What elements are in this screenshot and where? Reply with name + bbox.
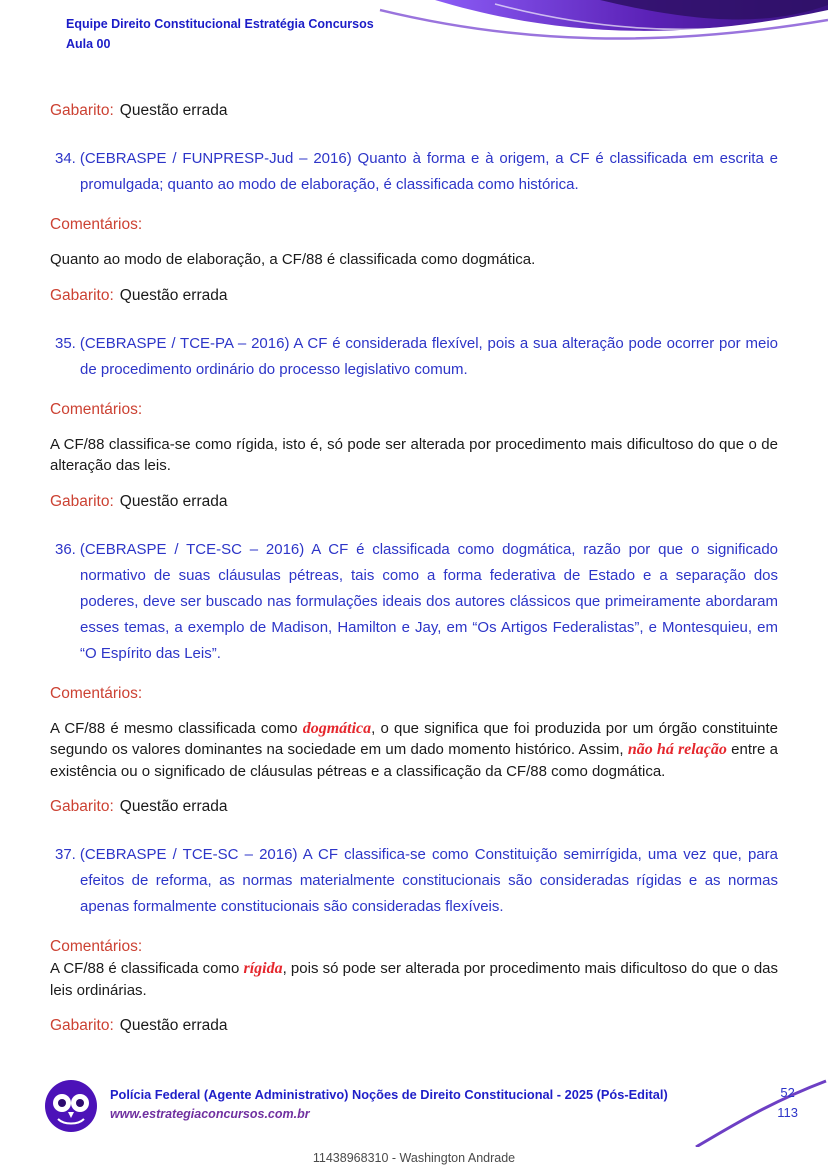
question-37-number: 37. — [55, 846, 76, 863]
gabarito-line — [50, 102, 778, 120]
comment-text: , pois só pode ser alterada por procedimento mais dificultoso do que o das leis ordinárias. — [50, 960, 778, 999]
question-35-comment: A CF/88 classifica-se como rígida, isto é, só pode ser alterada por procedimento mais dificultoso do que o de alteração das leis. — [50, 435, 778, 474]
footer-course-title: Polícia Federal (Agente Administrativo) Noções de Direito Constitucional - 2025 (Pós-Edital) — [110, 1087, 668, 1102]
question-34-comment: Quanto ao modo de elaboração, a CF/88 é classificada como dogmática. — [50, 251, 536, 268]
question-36-number: 36. — [55, 540, 76, 558]
footer-curve-graphic — [678, 1075, 828, 1147]
comentarios-label: Comentários: — [50, 216, 143, 233]
gabarito-label: Gabarito: — [50, 798, 114, 815]
footer-website-link[interactable]: www.estrategiaconcursos.com.br — [110, 1107, 310, 1121]
page-footer — [0, 1077, 828, 1169]
question-37-comment — [50, 958, 778, 1001]
comentarios-label: Comentários: — [50, 684, 143, 702]
question-34-text: (CEBRASPE / FUNPRESP-Jud – 2016) Quanto à forma e à origem, a CF é classificada em escrita e promulgada; quanto ao modo de elaboração, é classificada como histórica. — [79, 150, 778, 193]
gabarito-label: Gabarito: — [50, 492, 114, 510]
comentarios-label: Comentários: — [50, 938, 143, 955]
page-number-current: 52 — [780, 1085, 795, 1100]
comentarios-label: Comentários: — [50, 400, 143, 418]
gabarito-line — [50, 798, 778, 816]
page-number-block — [777, 1083, 798, 1123]
gabarito-value: Questão errada — [119, 1017, 228, 1034]
comment-emphasis: não há relação — [627, 741, 727, 758]
header-lesson-number: Aula 00 — [66, 37, 111, 51]
page-header — [0, 0, 828, 70]
footer-text-block — [110, 1085, 670, 1124]
gabarito-line — [50, 1017, 778, 1035]
question-35-statement — [55, 331, 778, 383]
document-content — [0, 70, 828, 1035]
gabarito-label: Gabarito: — [50, 1017, 114, 1034]
comment-emphasis: rígida — [243, 960, 283, 977]
estrategia-owl-logo — [44, 1079, 98, 1133]
gabarito-line — [50, 493, 778, 511]
watermark-text: 11438968310 - Washington Andrade — [312, 1151, 516, 1165]
question-35-text: (CEBRASPE / TCE-PA – 2016) A CF é considerada flexível, pois a sua alteração pode ocorrer por meio de procedimento ordinário do processo legislativo comum. — [79, 334, 778, 378]
question-37-text: (CEBRASPE / TCE-SC – 2016) A CF classifica-se como Constituição semirrígida, uma vez que, para efeitos de reforma, as normas materialmente constitucionais são consideradas rígidas e as normas apenas formalmente constitucionais são consideradas flexíveis. — [79, 846, 778, 915]
gabarito-value: Questão errada — [119, 492, 228, 510]
gabarito-value: Questão errada — [119, 102, 228, 119]
question-37-statement — [55, 842, 778, 920]
page-number-total: 113 — [777, 1105, 798, 1120]
question-34-statement — [55, 146, 778, 198]
comment-text: entre a existência ou o significado de cláusulas pétreas e a classificação da CF/88 como dogmática. — [50, 741, 778, 780]
question-36-text: (CEBRASPE / TCE-SC – 2016) A CF é classificada como dogmática, razão por que o significado normativo de suas cláusulas pétreas, tais como a forma federativa de Estado e a separação dos poderes, deve ser buscado nas formulações ideais dos autores clássicos que primeiramente abordaram esses temas, a exemplo de Madison, Hamilton e Jay, em “Os Artigos Federalistas”, e Montesquieu, em “O Espírito das Leis”. — [79, 540, 778, 662]
question-36-statement — [55, 537, 778, 667]
header-team-name: Equipe Direito Constitucional Estratégia Concursos — [66, 17, 374, 31]
question-34-number: 34. — [55, 150, 76, 167]
question-36-comment — [50, 718, 778, 783]
question-35-number: 35. — [55, 334, 76, 352]
gabarito-label: Gabarito: — [50, 102, 114, 119]
gabarito-value: Questão errada — [119, 286, 228, 304]
gabarito-value: Questão errada — [119, 798, 228, 815]
comment-text: A CF/88 é classificada como — [50, 960, 244, 977]
gabarito-label: Gabarito: — [50, 286, 114, 304]
comment-text: A CF/88 é mesmo classificada como — [50, 719, 303, 737]
comment-emphasis: dogmática — [302, 719, 372, 737]
comment-text: , o que significa que foi produzida por um órgão constituinte segundo os valores dominantes na sociedade em um dado momento histórico. Assim, — [50, 719, 778, 758]
header-text-block — [66, 14, 374, 54]
gabarito-line — [50, 287, 778, 305]
